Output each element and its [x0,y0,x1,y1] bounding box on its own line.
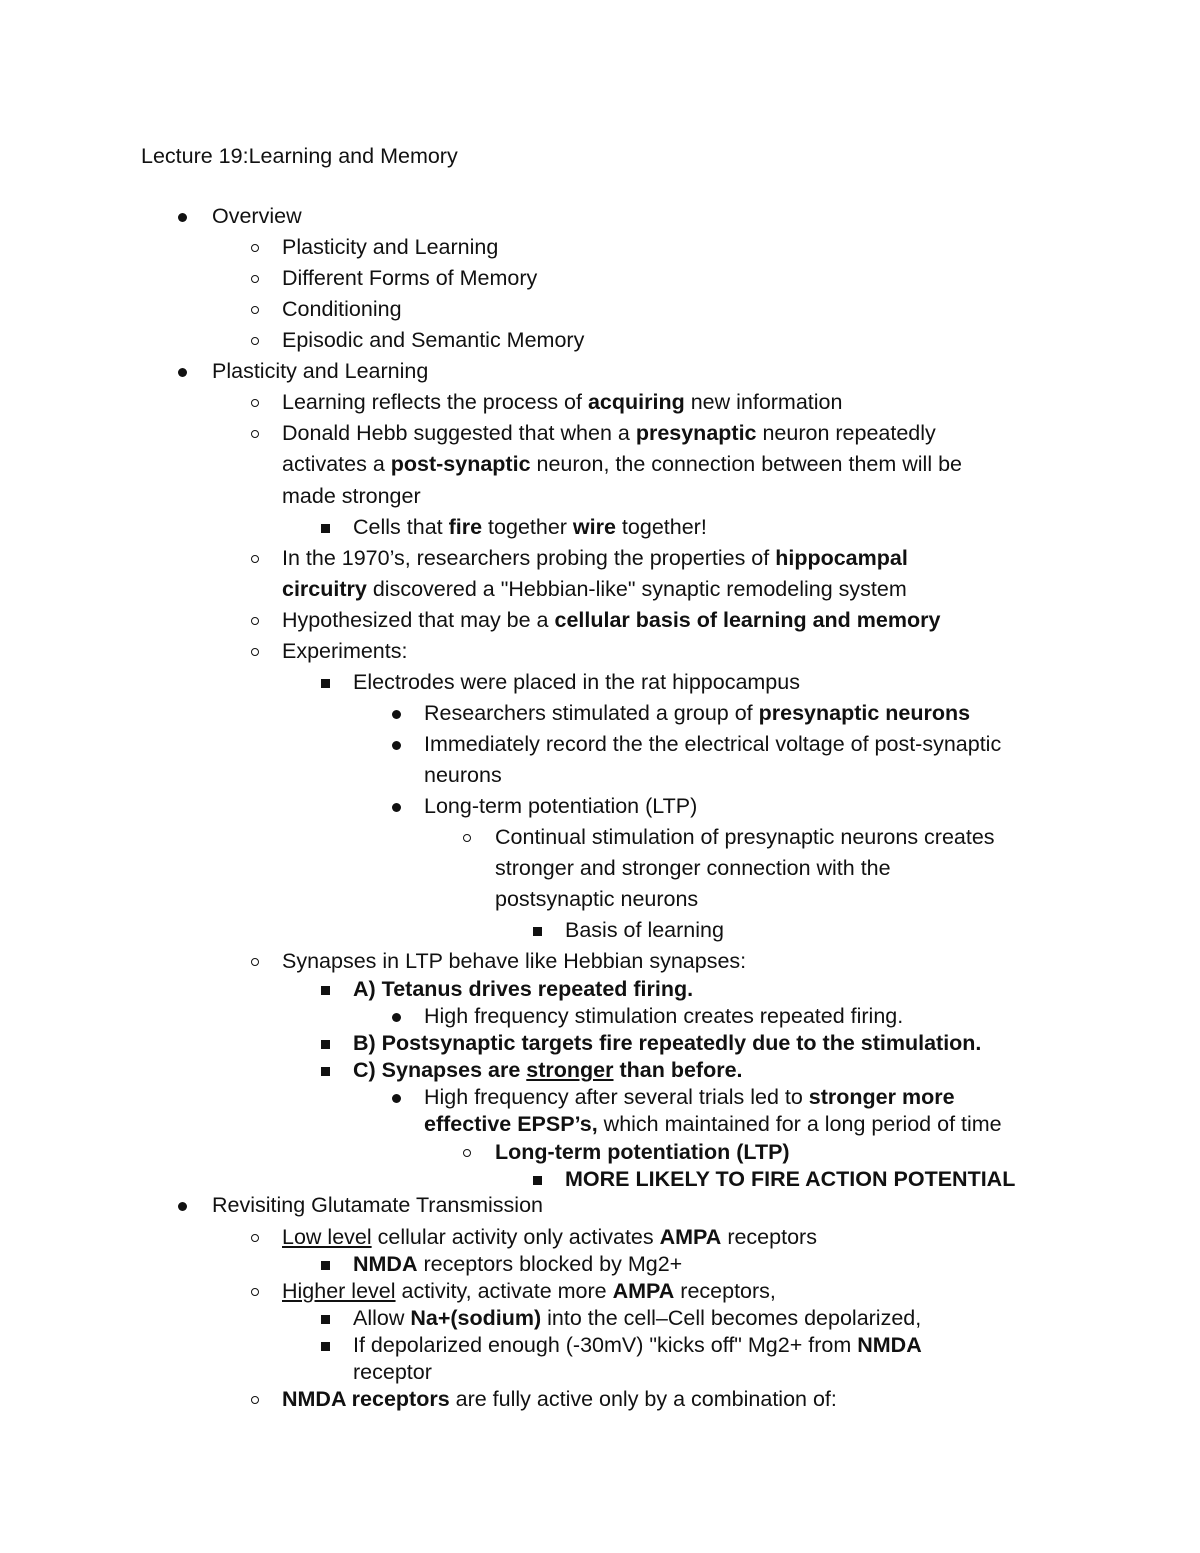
text-segment: Long-term potentiation (LTP) [495,1140,790,1164]
square-bullet-icon [319,679,331,688]
text-segment: If depolarized enough (-30mV) "kicks off" Mg2+ from [353,1333,858,1357]
text-segment: Plasticity and Learning [212,359,429,383]
circle-bullet-icon [249,1234,261,1242]
outline-line [353,517,707,539]
text-segment: High frequency stimulation creates repeated firing. [424,1004,904,1028]
square-bullet-icon [531,927,543,936]
outline-line [282,454,962,476]
text-segment: wire [572,515,616,539]
text-segment: Researchers stimulated a group of [424,701,759,725]
text-segment: stronger more [808,1085,955,1109]
disc-bullet-icon [390,741,402,750]
text-segment: NMDA [353,1252,418,1276]
circle-bullet-icon [249,555,261,563]
text-segment: effective EPSP’s, [424,1112,598,1136]
text-segment: are fully active only by a combination of: [449,1387,837,1411]
text-segment: Immediately record the the electrical voltage of post-synaptic [424,732,1002,756]
text-segment: receptors, [674,1279,776,1303]
text-segment: C) Synapses are [353,1058,527,1082]
text-segment: receptor [353,1360,432,1384]
outline-line [282,1281,776,1303]
square-bullet-icon [319,1342,331,1351]
outline-line [353,979,693,1001]
outline-line [212,361,428,383]
outline-line [495,858,891,880]
square-bullet-icon [319,524,331,533]
circle-bullet-icon [249,958,261,966]
text-segment: Revisiting Glutamate Transmission [212,1193,543,1217]
outline-line [353,1308,921,1330]
outline-line [353,1362,432,1384]
outline-line [424,765,502,787]
text-segment: AMPA [612,1279,675,1303]
outline-line [495,827,995,849]
text-segment: Different Forms of Memory [282,266,538,290]
outline-line [282,268,537,290]
circle-bullet-icon [249,617,261,625]
outline-line [353,672,800,694]
circle-bullet-icon [249,275,261,283]
text-segment: Episodic and Semantic Memory [282,328,585,352]
outline-line [424,1114,1002,1136]
circle-bullet-icon [249,1288,261,1296]
outline-line [495,1142,790,1164]
text-segment: B) Postsynaptic targets fire repeatedly due to the stimulation. [353,1031,982,1055]
text-segment: Low level [282,1225,372,1249]
square-bullet-icon [319,1040,331,1049]
outline-line [212,206,302,228]
text-segment: NMDA receptors [282,1387,450,1411]
square-bullet-icon [319,986,331,995]
text-segment: A) Tetanus drives repeated firing. [353,977,694,1001]
square-bullet-icon [531,1176,543,1185]
text-segment: circuitry [282,577,367,601]
text-segment: postsynaptic neurons [495,887,699,911]
text-segment: Continual stimulation of presynaptic neurons creates [495,825,995,849]
text-segment: which maintained for a long period of time [597,1112,1002,1136]
text-segment: presynaptic neurons [758,701,971,725]
outline-line [353,1335,922,1357]
text-segment: discovered a "Hebbian-like" synaptic remodeling system [366,577,907,601]
outline-line [282,610,940,632]
disc-bullet-icon [390,803,402,812]
disc-bullet-icon [176,213,188,222]
outline-line [353,1033,981,1055]
circle-bullet-icon [461,1149,473,1157]
text-segment: Conditioning [282,297,402,321]
text-segment: stronger [526,1058,614,1082]
circle-bullet-icon [249,1396,261,1404]
outline-line [565,1169,1015,1191]
outline-line [282,548,908,570]
text-segment: Overview [212,204,302,228]
text-segment: High frequency after several trials led to [424,1085,809,1109]
circle-bullet-icon [249,399,261,407]
text-segment: post-synaptic [390,452,531,476]
disc-bullet-icon [390,710,402,719]
outline-line [282,486,421,508]
text-segment: In the 1970’s, researchers probing the properties of [282,546,776,570]
outline-line [353,1060,743,1082]
text-segment: cellular activity only activates [371,1225,660,1249]
disc-bullet-icon [176,1202,188,1211]
text-segment: new information [684,390,843,414]
outline-line [282,330,584,352]
text-segment: Allow [353,1306,411,1330]
text-segment: activity, activate more [395,1279,613,1303]
circle-bullet-icon [249,244,261,252]
disc-bullet-icon [176,368,188,377]
text-segment: Electrodes were placed in the rat hippocampus [353,670,800,694]
outline-line [212,1195,543,1217]
text-segment: neuron, the connection between them will be [530,452,963,476]
text-segment: hippocampal [775,546,908,570]
text-segment: presynaptic [635,421,757,445]
outline-line [282,237,498,259]
circle-bullet-icon [249,337,261,345]
disc-bullet-icon [390,1094,402,1103]
text-segment: Synapses in LTP behave like Hebbian synapses: [282,949,747,973]
text-segment: receptors [721,1225,817,1249]
text-segment: into the cell–Cell becomes depolarized, [541,1306,922,1330]
text-segment: stronger and stronger connection with the [495,856,891,880]
outline-line [424,734,1001,756]
text-segment: made stronger [282,484,421,508]
text-segment: MORE LIKELY TO FIRE ACTION POTENTIAL [565,1167,1016,1191]
text-segment: fire [448,515,483,539]
page-title: Lecture 19:Learning and Memory [141,144,458,168]
text-segment: Learning reflects the process of [282,390,588,414]
text-segment: NMDA [857,1333,922,1357]
text-segment: Plasticity and Learning [282,235,499,259]
text-segment: Cells that [353,515,449,539]
text-segment: Basis of learning [565,918,724,942]
text-segment: neuron repeatedly [756,421,936,445]
text-segment: activates a [282,452,391,476]
text-segment: Higher level [282,1279,396,1303]
disc-bullet-icon [390,1013,402,1022]
text-segment: neurons [424,763,502,787]
text-segment: Na+(sodium) [410,1306,542,1330]
text-segment: together [482,515,573,539]
outline-line [282,299,402,321]
outline-line [282,579,907,601]
circle-bullet-icon [249,430,261,438]
text-segment: together! [615,515,707,539]
outline-line [424,796,697,818]
outline-line [424,703,970,725]
square-bullet-icon [319,1315,331,1324]
outline-line [282,641,407,663]
text-segment: Hypothesized that may be a [282,608,555,632]
text-segment: Donald Hebb suggested that when a [282,421,636,445]
outline-line [282,951,746,973]
outline-line [353,1254,682,1276]
outline-line [282,423,936,445]
outline-line [565,920,724,942]
circle-bullet-icon [249,648,261,656]
outline-line [424,1006,903,1028]
outline-line [495,889,698,911]
circle-bullet-icon [461,834,473,842]
text-segment: acquiring [587,390,685,414]
outline-line [282,1227,817,1249]
outline-line [424,1087,955,1109]
outline-line [282,1389,837,1411]
text-segment: Long-term potentiation (LTP) [424,794,698,818]
text-segment: Experiments: [282,639,408,663]
outline-line [282,392,842,414]
square-bullet-icon [319,1261,331,1270]
square-bullet-icon [319,1067,331,1076]
circle-bullet-icon [249,306,261,314]
text-segment: AMPA [659,1225,722,1249]
text-segment: cellular basis of learning and memory [554,608,941,632]
text-segment: than before. [613,1058,743,1082]
text-segment: receptors blocked by Mg2+ [417,1252,683,1276]
